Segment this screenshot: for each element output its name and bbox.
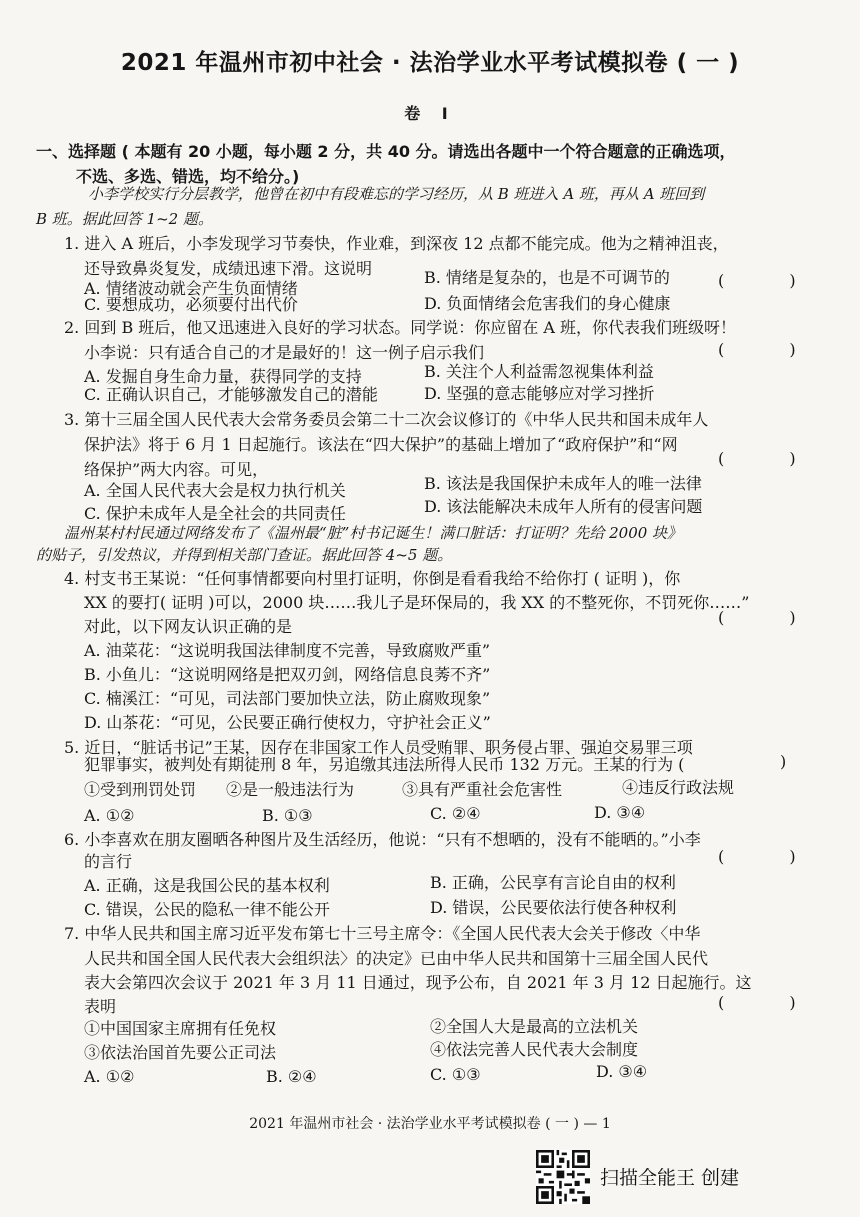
q5-statement-4: ④违反行政法规 [622,778,735,797]
section-line-1: 一、选择题 ( 本题有 20 小题，每小题 2 分，共 40 分。请选出各题中一个符合题意的正确选项， [36,142,736,161]
q5-statement-1: ①受到刑罚处罚 [84,780,197,799]
q3-option-a: A. 全国人民代表大会是权力执行机关 [84,481,346,500]
q2-option-b: B. 关注个人利益需忽视集体利益 [424,362,654,381]
q1-option-b: B. 情绪是复杂的，也是不可调节的 [424,268,670,287]
q7-option-c: C. ①③ [430,1065,481,1084]
intro-1-line-1: 小李学校实行分层教学，他曾在初中有段难忘的学习经历，从 B 班进入 A 班，再从 A 班回到 [88,185,705,203]
q1-stem-2: 还导致鼻炎复发，成绩迅速下滑。这说明 [84,259,373,278]
q6-answer-blank: ( ) [718,847,826,866]
q7-stem-3: 表大会第四次会议于 2021 年 3 月 11 日通过，现予公布，自 2021 年 3 月 12 日起施行。这 [84,973,752,992]
q7-statement-3: ③依法治国首先要公正司法 [84,1043,277,1062]
qr-code-icon [536,1150,590,1204]
q2-stem-1: 2. 回到 B 班后，他又迅速进入良好的学习状态。同学说：你应留在 A 班，你代表我们班级呀！ [64,318,737,337]
intro-2-line-1: 温州某村村民通过网络发布了《温州最“脏”村书记诞生！满口脏话：打证明？先给 2000 块》 [64,524,683,542]
section-line-2: 不选、多选、错选，均不给分。) [76,167,300,186]
q5-option-d: D. ③④ [594,803,646,822]
q4-stem-1: 4. 村支书王某说：“任何事情都要向村里打证明，你倒是看看我给不给你打 ( 证明 )，你 [64,569,681,588]
q7-stem-4: 表明 [84,997,117,1016]
q7-stem-1: 7. 中华人民共和国主席习近平发布第七十三号主席令：《全国人民代表大会关于修改〈中华 [64,924,701,943]
q7-answer-blank: ( ) [718,993,826,1012]
q6-option-c: C. 错误，公民的隐私一律不能公开 [84,900,330,919]
q4-stem-2: XX 的要打( 证明 )可以，2000 块……我儿子是环保局的，我 XX 的不整死你，不罚死你……” [84,593,750,612]
q4-option-c: C. 楠溪江：“可见，司法部门要加快立法，防止腐败现象” [84,689,491,708]
q1-answer-blank: ( ) [718,271,826,290]
q2-option-c: C. 正确认识自己，才能够激发自己的潜能 [84,385,378,404]
q7-option-a: A. ①② [84,1067,135,1086]
q6-stem-1: 6. 小李喜欢在朋友圈晒各种图片及生活经历，他说：“只有不想晒的，没有不能晒的。”小李 [64,830,701,849]
q3-stem-1: 3. 第十三届全国人民代表大会常务委员会第二十二次会议修订的《中华人民共和国未成年人 [64,410,709,429]
q3-stem-2: 保护法》将于 6 月 1 日起施行。该法在“四大保护”的基础上增加了“政府保护”和“网 [84,435,678,454]
q5-statement-2: ②是一般违法行为 [226,780,355,799]
q5-option-a: A. ①② [84,806,135,825]
q3-option-d: D. 该法能解决未成年人所有的侵害问题 [424,497,703,516]
q1-option-d: D. 负面情绪会危害我们的身心健康 [424,294,671,313]
q5-stem-1: 5. 近日，“脏话书记”王某，因存在非国家工作人员受贿罪、职务侵占罪、强迫交易罪三项 [64,738,693,757]
q3-option-c: C. 保护未成年人是全社会的共同责任 [84,504,346,523]
q7-option-d: D. ③④ [596,1062,648,1081]
q7-statement-1: ①中国国家主席拥有任免权 [84,1019,277,1038]
q7-option-b: B. ②④ [266,1067,317,1086]
q6-option-d: D. 错误，公民要依法行使各种权利 [430,898,677,917]
q3-stem-3: 络保护”两大内容。可见， [84,460,269,479]
q4-option-d: D. 山茶花：“可见，公民要正确行使权力，守护社会正义” [84,713,491,732]
q5-stem-2: 犯罪事实，被判处有期徒刑 8 年，另追缴其违法所得人民币 132 万元。王某的行为 ( [84,755,685,774]
q7-statement-4: ④依法完善人民代表大会制度 [430,1040,639,1059]
section-heading [36,139,826,189]
q4-option-b: B. 小鱼儿：“这说明网络是把双刃剑，网络信息良莠不齐” [84,665,491,684]
scanner-watermark: 扫描全能王 创建 [600,1167,740,1189]
intro-2-line-2: 的贴子，引发热议，并得到相关部门查证。据此回答 4~5 题。 [36,546,453,564]
q7-stem-2: 人民共和国全国人民代表大会组织法〉的决定》已由中华人民共和国第十三届全国人民代 [84,949,709,968]
q4-option-a: A. 油菜花：“这说明我国法律制度不完善，导致腐败严重” [84,641,491,660]
q7-statement-2: ②全国人大是最高的立法机关 [430,1017,639,1036]
page-footer: 2021 年温州市社会 · 法治学业水平考试模拟卷 ( 一 ) — 1 [249,1116,611,1132]
q6-option-b: B. 正确，公民享有言论自由的权利 [430,873,676,892]
q2-option-a: A. 发掘自身生命力量，获得同学的支持 [84,367,362,386]
q1-option-a: A. 情绪波动就会产生负面情绪 [84,279,298,298]
intro-1-line-2: B 班。据此回答 1~2 题。 [36,210,213,228]
q5-option-b: B. ①③ [262,806,313,825]
q2-answer-blank: ( ) [718,340,826,359]
q3-answer-blank: ( ) [718,449,826,468]
q5-answer-close: ) [780,752,787,771]
q4-answer-blank: ( ) [718,608,826,627]
q6-option-a: A. 正确，这是我国公民的基本权利 [84,876,330,895]
q2-option-d: D. 坚强的意志能够应对学习挫折 [424,384,655,403]
q6-stem-2: 的言行 [84,852,133,871]
q1-option-c: C. 要想成功，必须要付出代价 [84,295,298,314]
q3-option-b: B. 该法是我国保护未成年人的唯一法律 [424,474,702,493]
q5-statement-3: ③具有严重社会危害性 [402,780,563,799]
q5-option-c: C. ②④ [430,804,481,823]
q1-stem-1: 1. 进入 A 班后，小李发现学习节奏快，作业难，到深夜 12 点都不能完成。他为之精神沮丧， [64,234,729,253]
q4-stem-3: 对此，以下网友认识正确的是 [84,617,293,636]
q2-stem-2: 小李说：只有适合自己的才是最好的！这一例子启示我们 [84,343,485,362]
page-title: 2021 年温州市初中社会 · 法治学业水平考试模拟卷 ( 一 ) [120,50,740,76]
volume-label: 卷 Ⅰ [404,104,456,123]
